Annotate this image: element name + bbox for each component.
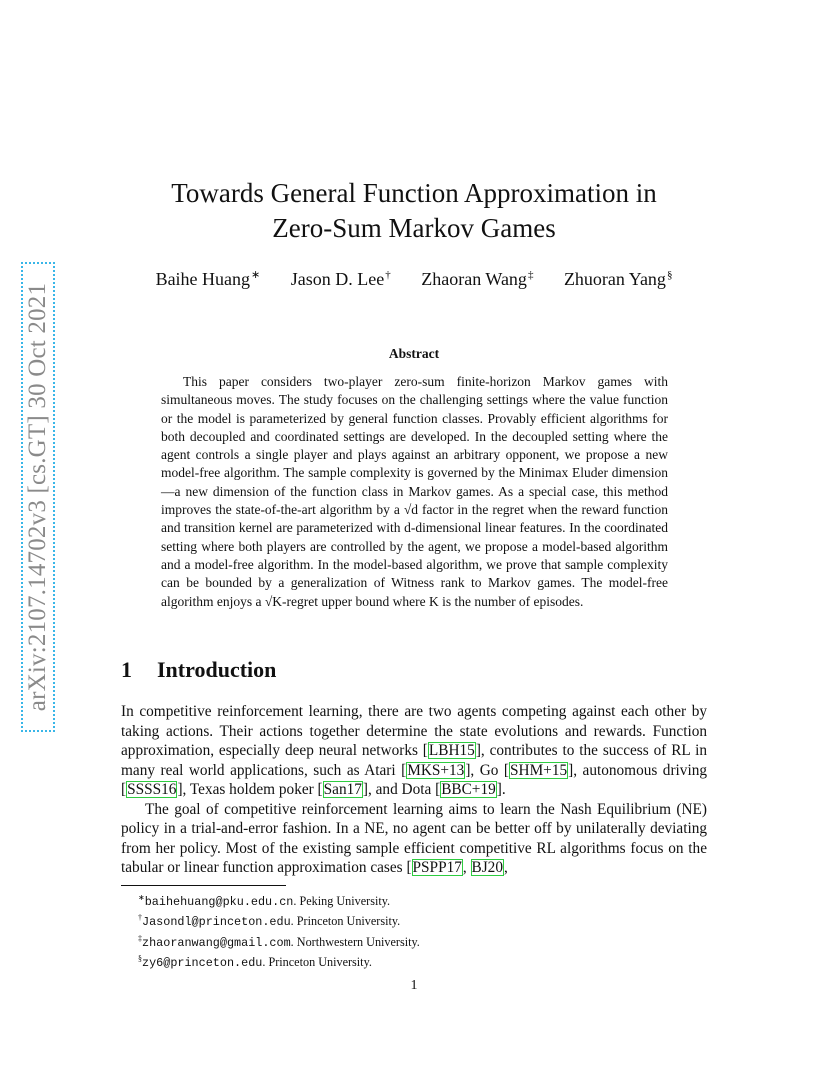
text-run: In competitive reinforcement learning, there are two agents competing against each other by taking actions. Their actions together determine the state evolutions and rewards. Function approximation, especially deep neural networks [ — [121, 703, 707, 759]
author — [156, 268, 261, 290]
footnote-affiliation: . Princeton University. — [262, 955, 372, 970]
text-run: ], Go [ — [465, 761, 510, 779]
footnote-email[interactable]: Jasondl@princeton.edu — [142, 915, 291, 930]
text-run: The goal of competitive reinforcement learning aims to learn the Nash Equilibrium (NE) policy in a trial-and-error fashion. In a NE, no agent can be better off by unilaterally deviating from her policy. Most of the existing sample efficient competitive RL algorithms focus on the tabular or linear function approximation cases [ — [121, 800, 707, 876]
citation-link[interactable]: LBH15 — [428, 742, 475, 759]
footnote — [138, 931, 420, 951]
footnote-mark: ∗ — [138, 893, 145, 902]
title-line-2: Zero-Sum Markov Games — [272, 213, 556, 243]
abstract-heading: Abstract — [388, 346, 440, 361]
text-run: ], autonomous driving [ — [121, 761, 707, 798]
footnote — [138, 910, 420, 930]
section-heading — [121, 657, 276, 683]
author-footnote-mark[interactable]: ∗ — [251, 269, 261, 281]
footnote-mark: † — [138, 913, 142, 923]
footnote-email[interactable]: zy6@princeton.edu — [142, 956, 263, 971]
abstract-text: This paper considers two-player zero-sum finite-horizon Markov games with simultaneous moves. The study focuses on the challenging settings where the value function or the model is parameterized by general function classes. Provably efficient algorithms for both decoupled and coordinated settings are developed. In the decoupled setting where the agent controls a single player and plays against an arbitrary opponent, we propose a new model-free algorithm. The sample complexity is governed by the Minimax Eluder dimension—a new dimension of the function class in Markov games. As a special case, this method improves the state-of-the-art algorithm by a √d factor in the regret when the reward function and transition kernel are parameterized with d-dimensional linear features. In the coordinated setting where both players are controlled by the agent, we propose a model-based algorithm and a model-free algorithm. In the model-based algorithm, we prove that sample complexity can be bounded by a generalization of Witness rank to Markov games. The model-free algorithm enjoys a √K-regret upper bound where K is the number of episodes. — [161, 374, 668, 609]
author-name: Jason D. Lee — [290, 269, 385, 289]
footnote-mark: § — [138, 954, 142, 964]
text-run: ], Texas holdem poker [ — [177, 781, 323, 798]
footnote-affiliation: . Princeton University. — [290, 914, 401, 929]
footnote — [138, 890, 420, 910]
page-number: 1 — [410, 978, 418, 993]
author — [421, 269, 533, 290]
footnote-affiliation: . Peking University. — [293, 894, 391, 909]
abstract-body — [161, 373, 668, 611]
citation-link[interactable]: PSPP17 — [412, 859, 462, 876]
footnote-mark: ‡ — [138, 933, 142, 943]
arxiv-stamp-text: arXiv:2107.14702v3 [cs.GT] 30 Oct 2021 — [24, 282, 51, 712]
author-list — [0, 268, 828, 290]
citation-link[interactable]: BBC+19 — [441, 781, 496, 798]
footnote-email[interactable]: zhaoranwang@gmail.com — [142, 936, 291, 950]
author-name: Baihe Huang — [155, 269, 251, 289]
footnote-email[interactable]: baihehuang@pku.edu.cn — [144, 895, 294, 910]
author-footnote-mark[interactable]: † — [385, 269, 391, 281]
citation-link[interactable]: MKS+13 — [407, 761, 465, 779]
author-footnote-mark[interactable]: § — [666, 269, 673, 281]
section-title: Introduction — [157, 657, 277, 682]
text-run: , — [503, 859, 508, 876]
author-name: Zhuoran Yang — [563, 269, 666, 289]
footnote-rule — [121, 885, 286, 886]
text-run: ], contributes to the success of RL in many real world applications, such as Atari [ — [121, 742, 707, 779]
citation-link[interactable]: BJ20 — [471, 859, 503, 876]
introduction-body — [121, 702, 707, 878]
title-line-1: Towards General Function Approximation in — [171, 178, 657, 208]
paper-title — [0, 176, 828, 246]
footnote — [138, 951, 420, 971]
citation-link[interactable]: San17 — [323, 781, 362, 798]
footnote-affiliation: . Northwestern University. — [290, 935, 420, 949]
author-footnote-mark[interactable]: ‡ — [527, 269, 534, 281]
arxiv-stamp — [21, 262, 55, 732]
section-number: 1 — [121, 657, 132, 682]
text-run: , — [462, 859, 471, 876]
footnotes — [138, 890, 420, 972]
citation-link[interactable]: SSSS16 — [127, 781, 177, 798]
author — [564, 269, 673, 290]
author-name: Zhaoran Wang — [421, 269, 527, 289]
author — [291, 269, 391, 290]
paragraph — [121, 702, 707, 800]
paragraph — [121, 800, 707, 878]
citation-link[interactable]: SHM+15 — [510, 761, 568, 779]
text-run: ], and Dota [ — [362, 781, 441, 798]
text-run: ]. — [496, 781, 506, 798]
